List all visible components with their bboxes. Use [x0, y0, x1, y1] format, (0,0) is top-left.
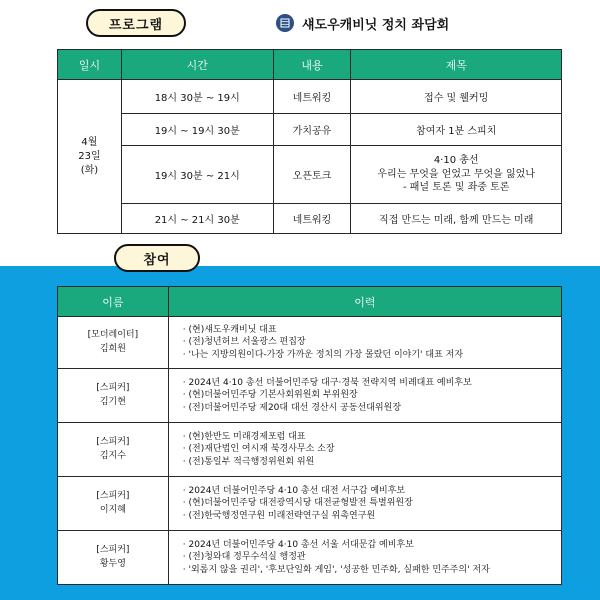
schedule-content: 네트워킹 — [273, 80, 351, 114]
participants-label: 참여 — [114, 244, 200, 272]
participant-bio-cell — [168, 477, 561, 531]
schedule-time: 21시 ~ 21시 30분 — [121, 204, 273, 234]
schedule-header-row — [58, 50, 562, 80]
bio-item: · (현)더불어민주당 기본사회위원회 부위원장 — [183, 389, 561, 402]
participant-name: 김희원 — [99, 343, 126, 354]
participant-bio-cell — [168, 531, 561, 585]
participant-row — [58, 423, 562, 477]
participant-name: 이지혜 — [99, 504, 126, 515]
participant-name: 김지수 — [99, 450, 126, 461]
bio-list — [183, 324, 561, 362]
bio-item: · 2024년 더불어민주당 4·10 총선 대전 서구갑 예비후보 — [183, 485, 561, 498]
schedule-table — [57, 49, 562, 234]
bio-item: · (전)통일부 적극행정위원회 위원 — [183, 456, 561, 469]
bio-item: · '나는 지방의원이다-가장 가까운 정치의 가장 몰랐던 이야기' 대표 저자 — [183, 349, 561, 362]
bio-item: · (전)청년허브 서울광스 편집장 — [183, 336, 561, 349]
bio-list — [183, 377, 561, 415]
participant-name-cell — [58, 317, 169, 369]
participant-bio-cell — [168, 423, 561, 477]
bio-item: · (현)섀도우캐비닛 대표 — [183, 324, 561, 337]
participant-name: 황두영 — [99, 558, 126, 569]
schedule-title-line: 우리는 무엇을 얻었고 무엇을 잃었나 — [377, 168, 536, 180]
schedule-content: 가치공유 — [273, 114, 351, 146]
schedule-row — [58, 80, 562, 114]
bio-item: · (전)한국행정연구원 미래전략연구실 위촉연구원 — [183, 510, 561, 523]
schedule-title-line: 참여자 1분 스피치 — [416, 126, 497, 137]
participant-bio-cell — [168, 369, 561, 423]
schedule-date — [58, 80, 122, 234]
schedule-time: 18시 30분 ~ 19시 — [121, 80, 273, 114]
bio-item: · (현)더불어민주당 대전광역시당 대전균형발전 특별위원장 — [183, 497, 561, 510]
participant-row — [58, 369, 562, 423]
schedule-time: 19시 ~ 19시 30분 — [121, 114, 273, 146]
participant-row — [58, 317, 562, 369]
participants-table — [57, 286, 562, 585]
schedule-header-content: 내용 — [273, 50, 351, 80]
participants-header-row — [58, 287, 562, 317]
bio-item: · (현)한반도 미래경제포럼 대표 — [183, 431, 561, 444]
bio-list — [183, 431, 561, 469]
event-title-text: 섀도우캐비닛 정치 좌담회 — [302, 17, 450, 33]
date-day: 23일 — [78, 150, 101, 162]
participants-header-bio: 이력 — [168, 287, 561, 317]
schedule-title — [351, 114, 562, 146]
cabinet-logo-icon — [276, 14, 294, 32]
participant-name-cell — [58, 477, 169, 531]
schedule-content: 오픈토크 — [273, 146, 351, 204]
participant-role: [스피커] — [96, 545, 130, 556]
participant-name-cell — [58, 423, 169, 477]
bio-list — [183, 485, 561, 523]
participant-name-cell — [58, 369, 169, 423]
participant-bio-cell — [168, 317, 561, 369]
bio-item: · '외롭지 않을 권리', '후보단일화 게임', '성공한 민주화, 실패한 민주주의' 저자 — [183, 564, 561, 577]
bio-item: · (전)청와대 정무수석실 행정관 — [183, 551, 561, 564]
participant-name-cell — [58, 531, 169, 585]
schedule-row — [58, 204, 562, 234]
participant-role: [스피커] — [96, 491, 130, 502]
bio-item: · (전)재단법인 여시재 북경사무소 소장 — [183, 443, 561, 456]
schedule-row — [58, 146, 562, 204]
date-month: 4월 — [81, 136, 98, 148]
bio-item: · 2024년 4·10 총선 더불어민주당 대구·경북 전략지역 비례대표 예비후보 — [183, 377, 561, 390]
schedule-header-title: 제목 — [351, 50, 562, 80]
participant-name: 김기현 — [99, 396, 126, 407]
schedule-title-line: 직접 만드는 미래, 함께 만드는 미래 — [379, 215, 534, 226]
participant-row — [58, 531, 562, 585]
bio-list — [183, 539, 561, 577]
event-title — [276, 11, 449, 35]
schedule-time: 19시 30분 ~ 21시 — [121, 146, 273, 204]
schedule-title — [351, 204, 562, 234]
schedule-content: 네트워킹 — [273, 204, 351, 234]
schedule-title-line: - 패널 토론 및 좌중 토론 — [402, 182, 510, 194]
participant-role: [모더레이터] — [87, 330, 139, 341]
schedule-title — [351, 80, 562, 114]
program-label: 프로그램 — [86, 9, 186, 37]
date-weekday: (화) — [80, 164, 99, 176]
participant-role: [스피커] — [96, 383, 130, 394]
participant-role: [스피커] — [96, 437, 130, 448]
schedule-title — [351, 146, 562, 204]
participants-header-name: 이름 — [58, 287, 169, 317]
schedule-header-time: 시간 — [121, 50, 273, 80]
schedule-row — [58, 114, 562, 146]
bio-item: · (전)더불어민주당 제20대 대선 경산시 공동선대위원장 — [183, 402, 561, 415]
bio-item: · 2024년 더불어민주당 4·10 총선 서울 서대문갑 예비후보 — [183, 539, 561, 552]
participant-row — [58, 477, 562, 531]
schedule-header-date: 일시 — [58, 50, 122, 80]
schedule-title-line: 4·10 총선 — [433, 155, 479, 167]
schedule-title-line: 접수 및 웰커밍 — [424, 93, 489, 104]
